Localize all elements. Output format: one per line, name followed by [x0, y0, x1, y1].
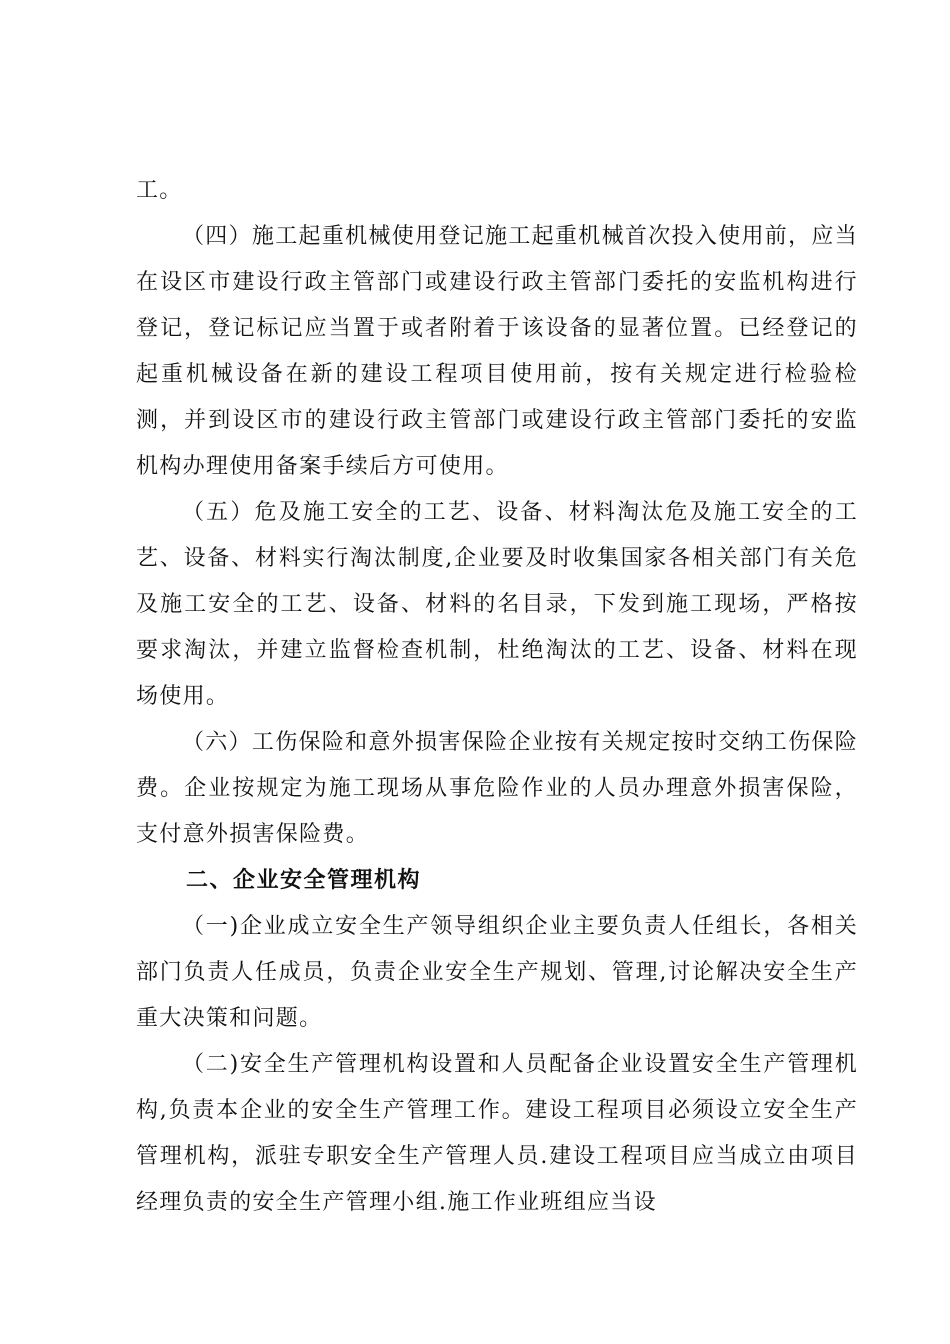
paragraph-crane-registration: （四）施工起重机械使用登记施工起重机械首次投入使用前，应当在设区市建设行政主管部门或建设行政主管部门委托的安监机构进行登记，登记标记应当置于或者附着于该设备的显著位置。已经登记的起重机械设备在新的建设工程项目使用前，按有关规定进行检验检测，并到设区市的建设行政主管部门或建设行政主管部门委托的安监机构办理使用备案手续后方可使用。 — [136, 224, 858, 479]
paragraph-leadership-group: （一)企业成立安全生产领导组织企业主要负责人任组长，各相关部门负责人任成员，负责企业安全生产规划、管理,讨论解决安全生产重大决策和问题。 — [136, 914, 858, 1031]
paragraph-process-elimination: （五）危及施工安全的工艺、设备、材料淘汰危及施工安全的工艺、设备、材料实行淘汰制度,企业要及时收集国家各相关部门有关危及施工安全的工艺、设备、材料的名目录，下发到施工现场，严格按要求淘汰，并建立监督检查机制，杜绝淘汰的工艺、设备、材料在现场使用。 — [136, 500, 858, 709]
paragraph-management-staffing: （二)安全生产管理机构设置和人员配备企业设置安全生产管理机构,负责本企业的安全生产管理工作。建设工程项目必须设立安全生产管理机构，派驻专职安全生产管理人员.建设工程项目应当成立由项目经理负责的安全生产管理小组.施工作业班组应当设 — [136, 1052, 858, 1215]
paragraph-injury-insurance: （六）工伤保险和意外损害保险企业按有关规定按时交纳工伤保险费。企业按规定为施工现场从事危险作业的人员办理意外损害保险，支付意外损害保险费。 — [136, 730, 858, 847]
document-body — [136, 168, 858, 1226]
section-heading-safety-organization: 二、企业安全管理机构 — [186, 868, 422, 893]
paragraph-continuation: 工。 — [136, 178, 183, 203]
